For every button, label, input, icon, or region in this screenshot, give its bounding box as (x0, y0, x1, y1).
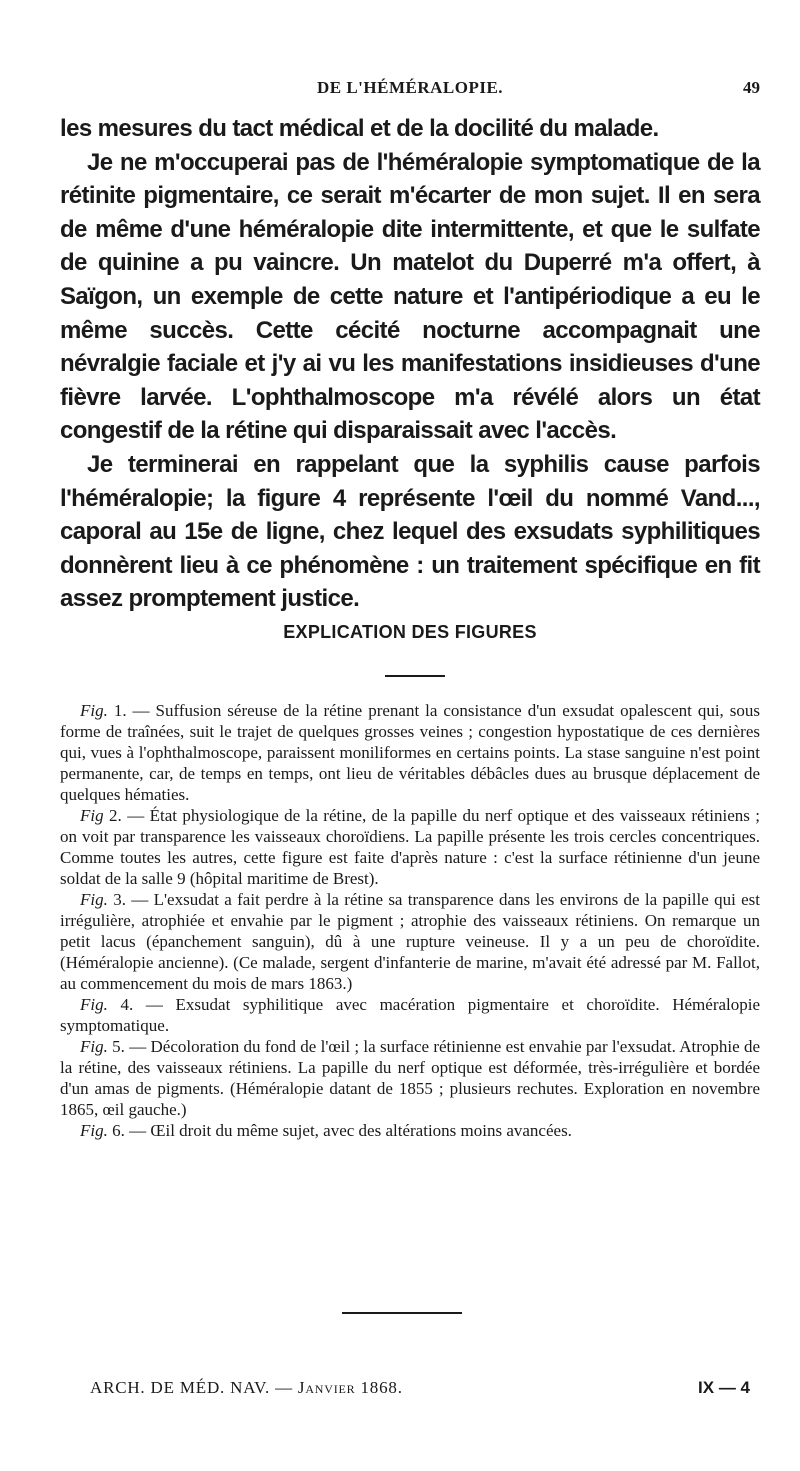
figure-number: 5. (112, 1037, 125, 1056)
figure-text: — Décoloration du fond de l'œil ; la surface rétinienne est envahie par l'exsudat. Atrophie de la rétine, des vaisseaux rétiniens. La papille du nerf optique est déformée, très-irrégulière et bordée d'un amas de pigments. (Héméralopie datant de 1855 ; plusieurs rechutes. Exploration en novembre 1865, œil gauche.) (60, 1037, 761, 1119)
figure-caption (60, 805, 760, 889)
figure-number: 1. (113, 701, 127, 720)
figure-caption (60, 1120, 760, 1141)
page-footer (60, 1378, 760, 1402)
figure-label: Fig. (80, 995, 108, 1014)
section-title: EXPLICATION DES FIGURES (283, 622, 537, 642)
body-paragraph: Je ne m'occuperai pas de l'héméralopie symptomatique de la rétinite pigmentaire, ce serait m'écarter de mon sujet. Il en sera de même d'une héméralopie dite intermittente, et que le sulfate de quinine a pu vaincre. Un matelot du Duperré m'a offert, à Saïgon, un exemple de cette nature et l'antipériodique a eu le même succès. Cette cécité nocturne accompagnait une névralgie faciale et j'y ai vu les manifestations insidieuses d'une fièvre larvée. L'ophthalmoscope m'a révélé alors un état congestif de la rétine qui disparaissait avec l'accès. (60, 148, 760, 445)
figure-text: — Suffusion séreuse de la rétine prenant la consistance d'un exsudat opalescent qui, sous forme de traînées, suit le trajet de quelques grosses veines ; congestion hypostatique de ces dernières qui, vues à l'ophthalmoscope, paraissent moniliformes en certains points. La stase sanguine n'est point permanente, car, de temps en temps, ont lieu de véritables débâcles dues au brusque déplacement de quelques hématies. (60, 701, 760, 804)
figure-number: 3. (113, 890, 126, 909)
body-paragraph: les mesures du tact médical et de la docilité du malade. (60, 115, 659, 142)
figure-number: 2. (109, 806, 122, 825)
figure-caption (60, 994, 760, 1036)
figure-text: — Œil droit du même sujet, avec des altérations moins avancées. (129, 1121, 572, 1140)
section-divider (385, 675, 445, 677)
figure-caption (60, 700, 760, 805)
figure-number: 6. (112, 1121, 125, 1140)
figure-text: — État physiologique de la rétine, de la papille du nerf optique et des vaisseaux rétiniens ; on voit par transparence les vaisseaux choroïdiens. La papille présente les trois cercles concentriques. Comme toutes les autres, cette figure est faite d'après nature : c'est la surface rétinienne d'un jeune soldat de la salle 9 (hôpital maritime de Brest). (60, 806, 761, 888)
body-text (60, 112, 760, 616)
end-divider (342, 1312, 462, 1314)
document-page (60, 0, 760, 1471)
figure-label: Fig. (80, 890, 108, 909)
figure-captions (60, 700, 760, 1141)
signature-mark: IX — 4 (698, 1378, 750, 1397)
figure-text: — L'exsudat a fait perdre à la rétine sa transparence dans les environs de la papille qui est irrégulière, atrophiée et envahie par le pigment ; atrophie des vaisseaux rétiniens. On remarque un petit lacus (épanchement sanguin), dû à une rupture veineuse. Il y a un peu de choroïdite. (Héméralopie ancienne). (Ce malade, sergent d'infanterie de marine, m'avait été adressé par M. Fallot, au commencement du mois de mars 1863.) (60, 890, 761, 993)
figure-text: — Exsudat syphilitique avec macération pigmentaire et choroïdite. Héméralopie symptomatique. (60, 995, 761, 1035)
figure-caption (60, 1036, 760, 1120)
figure-caption (60, 889, 760, 994)
journal-citation: ARCH. DE MÉD. NAV. — Janvier 1868. (90, 1378, 403, 1397)
figure-label: Fig (80, 806, 104, 825)
figure-label: Fig. (80, 1037, 108, 1056)
figure-label: Fig. (80, 701, 108, 720)
figure-number: 4. (120, 995, 134, 1014)
figure-label: Fig. (80, 1121, 108, 1140)
body-paragraph: Je terminerai en rappelant que la syphilis cause parfois l'héméralopie; la figure 4 représente l'œil du nommé Vand..., caporal au 15e de ligne, chez lequel des exsudats syphilitiques donnèrent lieu à ce phénomène : un traitement spécifique en fit assez promptement justice. (60, 450, 760, 613)
running-title: DE L'HÉMÉRALOPIE. (316, 78, 504, 97)
page-number: 49 (743, 78, 760, 97)
running-head (60, 78, 760, 102)
